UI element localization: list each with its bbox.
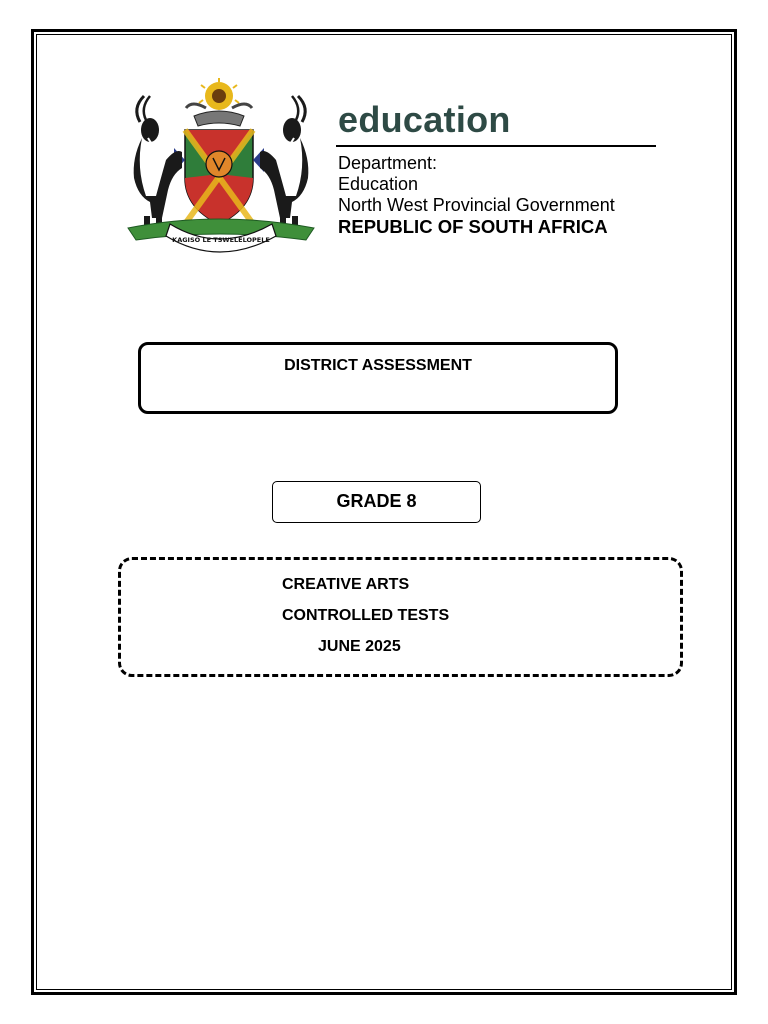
grade-box (272, 481, 481, 523)
department-block (338, 153, 615, 237)
test-type: CONTROLLED TESTS (282, 607, 450, 624)
motto-text: KAGISO LE TSWELELOPELE (172, 236, 270, 244)
coat-of-arms-logo (122, 78, 320, 256)
grade-label: GRADE 8 (336, 491, 417, 511)
exam-session: JUNE 2025 (318, 638, 401, 655)
district-assessment-box (138, 342, 618, 414)
sun-crest-icon (199, 78, 239, 110)
district-assessment-title: DISTRICT ASSESSMENT (284, 357, 472, 374)
left-antelope-icon (134, 96, 182, 226)
shield-icon (174, 130, 264, 224)
country-name: REPUBLIC OF SOUTH AFRICA (338, 216, 608, 237)
subject-name: CREATIVE ARTS (282, 576, 410, 593)
government-name: North West Provincial Government (338, 195, 615, 215)
right-antelope-icon (260, 96, 308, 226)
subject-box (118, 557, 683, 677)
department-label: Department: (338, 153, 438, 173)
department-name: Education (338, 174, 419, 194)
brand-title: education (338, 99, 511, 140)
brand-divider (336, 145, 656, 147)
